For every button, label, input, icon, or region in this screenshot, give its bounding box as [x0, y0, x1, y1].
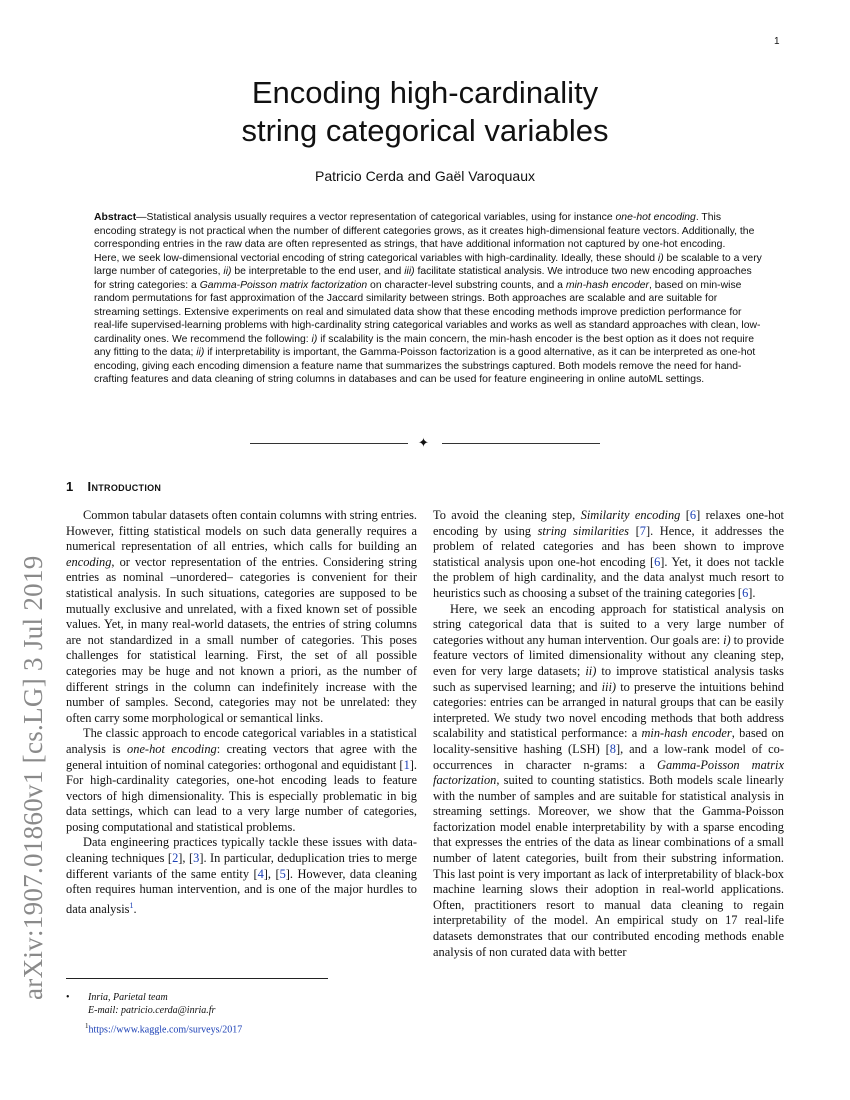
abstract-paragraph-2: Here, we seek low-dimensional vectorial encoding of string categorical variables with high-cardinality. Ideally, these should i) be scalable to a very large number of categories, ii) be interpretable to the end user, and iii) facilitate statistical analysis. We introduce two new encoding approaches for string categories: a Gamma-Poisson matrix factorization on character-level substring counts, and a min-hash encoder, based on min-wise random permutations for fast approximation of the Jaccard similarity between strings. Both approaches are scalable and are suitable for streaming settings. Extensive experiments on real and simulated data show that these encoding methods improve prediction performance for real-life supervised-learning problems with high-cardinality string categorical variables and works as well as standard approaches with clean, low-cardinality ones. We recommend the following: i) if scalability is the main concern, the min-hash encoder is the best option as it does not require any fitting to the data; ii) if interpretability is important, the Gamma-Poisson factorization is a good alternative, as it can be interpreted as one-hot encoding, giving each encoding dimension a feature name that summarizes the substrings captured. Both models remove the need for hand-crafting features and data cleaning of string columns in databases and can be used for feature engineering in online autoML settings.	[94, 252, 762, 385]
paper-title	[140, 74, 710, 150]
intro-paragraph-2: The classic approach to encode categorical variables in a statistical analysis is one-hot encoding: creating vectors that agree with the general intuition of nominal categories: orthogonal and equidistant [1]. For high-cardinality categories, one-hot encoding leads to feature vectors of high dimensionality. This is especially problematic in big data settings, which can lead to a very large number of categories, posing computational and statistical problems.	[66, 726, 418, 834]
arxiv-stamp: arXiv:1907.01860v1 [cs.LG] 3 Jul 2019	[18, 555, 48, 1000]
intro-paragraph-3: Data engineering practices typically tackle these issues with data-cleaning techniques [2], [3]. In particular, deduplication tries to merge different variants of the same entity [4], [5]. However, data cleaning often requires human intervention, and is one of the major hurdles to data analysis$^1$.	[66, 835, 417, 916]
citation-link[interactable]: 8	[609, 741, 616, 756]
left-column	[66, 508, 417, 918]
citation-link[interactable]: 6	[654, 554, 661, 569]
footnote-mark: 1	[85, 1022, 89, 1030]
citation-link[interactable]: 1	[403, 757, 410, 772]
section-heading	[66, 479, 161, 494]
title-line-1: Encoding high-cardinality	[251, 75, 599, 110]
divider-line-right	[442, 443, 600, 444]
intro-paragraph-1: Common tabular datasets often contain columns with string entries. However, fitting statistical models on such data generally requires a numerical representation of all entries, which calls for building an encoding, or vector representation of the entries. Considering string entries as nominal –unordered– categories is convenient for their statistical analysis. In such situations, categories are supposed to be mutually exclusive and unrelated, with a fixed known set of possible values. Yet, in many real-world datasets, the entries of string columns are not standardized in a small number of categories. This poses challenges for statistical learning. First, the set of all possible categories may be huge and not known a priori, as the number of different strings in the column can indefinitely increase with the number of samples. Second, categories may not be unrelated: they often carry some morphological or semantical links.	[66, 508, 417, 725]
url-footnote	[85, 1022, 242, 1035]
divider-line-left	[250, 443, 408, 444]
citation-link[interactable]: 6	[689, 508, 697, 522]
intro-paragraph-4: To avoid the cleaning step, Similarity encoding [6] relaxes one-hot encoding by using string similarities [7]. Hence, it addresses the problem of related categories and has been shown to improve statistical analysis upon one-hot encoding [6]. Yet, it does not tackle the problem of high cardinality, and the data analyst much resort to heuristics such as choosing a subset of the training categories [6].	[433, 508, 784, 600]
title-line-2: string categorical variables	[241, 113, 609, 148]
affiliation: Inria, Parietal team	[88, 992, 168, 1003]
citation-link[interactable]: 4	[257, 866, 264, 881]
divider-star-icon: ✦	[418, 435, 429, 450]
kaggle-survey-link[interactable]: https://www.kaggle.com/surveys/2017	[88, 1024, 243, 1036]
abstract-paragraph-1: Abstract—Statistical analysis usually requires a vector representation of categorical variables, using for instance one-hot encoding. This encoding strategy is not practical when the number of different categories grows, as it creates high-dimensional feature vectors. Additionally, the corresponding entries in the raw data are often represented as strings, that have additional information not captured by one-hot encoding.	[94, 212, 755, 250]
section-divider	[250, 437, 600, 451]
intro-paragraph-5: Here, we seek an encoding approach for statistical analysis on string categorical data that is suited to a very large number of categories without any human intervention. Our goals are: i) to provide feature vectors of limited dimensionality without any cleaning step, even for very large datasets; ii) to improve statistical analysis tasks such as supervised learning; and iii) to preserve the intuitions behind categories: entries can be arranged in natural groups that can be easily interpreted. We study two novel encoding methods that both address scalability and statistical performance: a min-hash encoder, based on locality-sensitive hashing (LSH) [8], and a low-rank model of co-occurrences in character n-grams: a Gamma-Poisson matrix factorization, suited to counting statistics. Both models scale linearly with the number of samples and are suitable for statistical analysis in streaming settings. Moreover, we show that the Gamma-Poisson factorization model enable interpretability by with a sparse encoding that expresses the entries of the data as linear combinations of a small number of latent categories, built from their substring information. This last point is very important as lack of interpretability of black-box machine learning slows their adoption in real-world applications. Often, practitioners resort to manual data cleaning to regain interpretability of the model. An empirical study on 17 real-life datasets demonstrates that our contributed encoding methods enable analysis of non curated data with better	[433, 601, 785, 959]
section-number: 1	[66, 479, 74, 494]
authors: Patricio Cerda and Gaël Varoquaux	[315, 168, 535, 184]
abstract	[94, 211, 764, 387]
abstract-label: Abstract	[94, 212, 137, 223]
citation-link[interactable]: 5	[279, 866, 286, 881]
citation-link[interactable]: 6	[742, 585, 749, 600]
section-title: Introduction	[87, 479, 162, 494]
citation-link[interactable]: 2	[172, 851, 179, 866]
bullet-icon: •	[66, 992, 70, 1003]
page-number: 1	[774, 36, 780, 47]
affiliation-footnote	[66, 991, 215, 1017]
email: E-mail: patricio.cerda@inria.fr	[88, 1005, 216, 1016]
footnote-link[interactable]: 1	[129, 900, 134, 910]
citation-link[interactable]: 3	[193, 851, 200, 866]
right-column	[433, 508, 784, 960]
citation-link[interactable]: 7	[639, 523, 646, 538]
footnote-rule	[66, 978, 328, 979]
